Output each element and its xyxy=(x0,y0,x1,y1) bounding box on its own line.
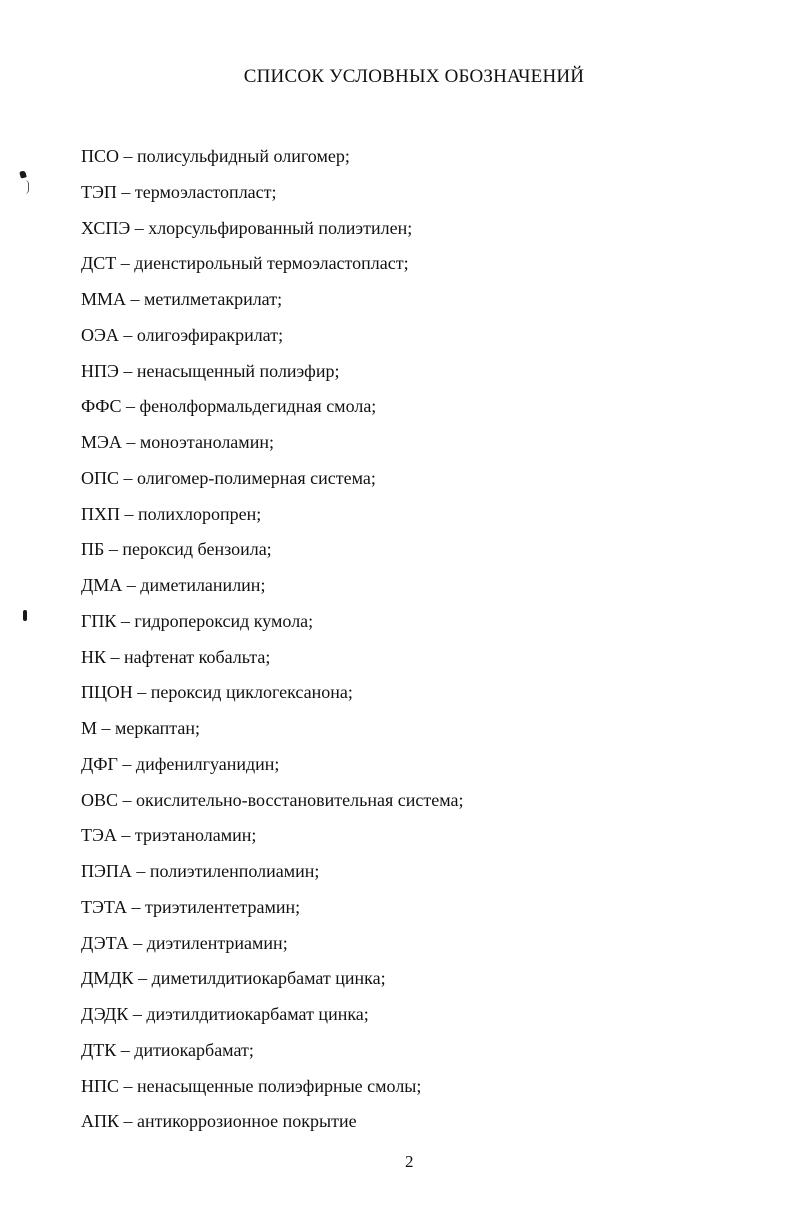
list-item: ОЭА – олигоэфиракрилат; xyxy=(81,324,284,345)
page-number: 2 xyxy=(405,1152,414,1171)
list-item: МЭА – моноэтаноламин; xyxy=(81,432,274,452)
list-item: ДЭДК – диэтилдитиокарбамат цинка; xyxy=(81,1004,369,1024)
list-item: ГПК – гидропероксид кумола; xyxy=(81,610,314,631)
list-item: ХСПЭ – хлорсульфированный полиэтилен; xyxy=(81,217,413,238)
list-item: НК – нафтенат кобальта; xyxy=(81,646,271,667)
abbreviation-list xyxy=(81,139,463,1140)
list-item: ПБ – пероксид бензоила; xyxy=(81,539,272,560)
list-item: ДФГ – дифенилгуанидин; xyxy=(81,753,280,774)
list-item: ДМДК – диметилдитиокарбамат цинка; xyxy=(81,968,386,989)
list-item: ПЦОН – пероксид циклогексанона; xyxy=(81,682,353,703)
list-item: ФФС – фенолформальдегидная смола; xyxy=(81,396,377,417)
list-item: ТЭА – триэтаноламин; xyxy=(81,825,257,846)
list-item: ДМА – диметиланилин; xyxy=(81,575,266,595)
list-item: ДЭТА – диэтилентриамин; xyxy=(81,932,288,953)
page-title: СПИСОК УСЛОВНЫХ ОБОЗНАЧЕНИЙ xyxy=(243,66,585,87)
list-item: М – меркаптан; xyxy=(81,718,200,738)
list-item: АПК – антикоррозионное покрытие xyxy=(81,1111,357,1132)
scan-artifact-mark xyxy=(19,170,27,178)
list-item: ОВС – окислительно-восстановительная система; xyxy=(81,789,464,810)
list-item: ДСТ – диенстирольный термоэластопласт; xyxy=(81,253,409,274)
list-item: НПС – ненасыщенные полиэфирные смолы; xyxy=(81,1075,422,1096)
list-item: ДТК – дитиокарбамат; xyxy=(81,1039,254,1060)
list-item: ТЭП – термоэластопласт; xyxy=(81,181,277,202)
list-item: ПСО – полисульфидный олигомер; xyxy=(81,146,350,166)
scan-artifact-mark xyxy=(25,180,29,194)
list-item: ММА – метилметакрилат; xyxy=(81,289,283,309)
scan-artifact-mark xyxy=(23,610,27,621)
list-item: ПХП – полихлоропрен; xyxy=(81,503,262,524)
list-item: ПЭПА – полиэтиленполиамин; xyxy=(81,861,320,881)
list-item: НПЭ – ненасыщенный полиэфир; xyxy=(81,360,340,381)
list-item: ОПС – олигомер-полимерная система; xyxy=(81,467,376,488)
list-item: ТЭТА – триэтилентетрамин; xyxy=(81,896,301,917)
